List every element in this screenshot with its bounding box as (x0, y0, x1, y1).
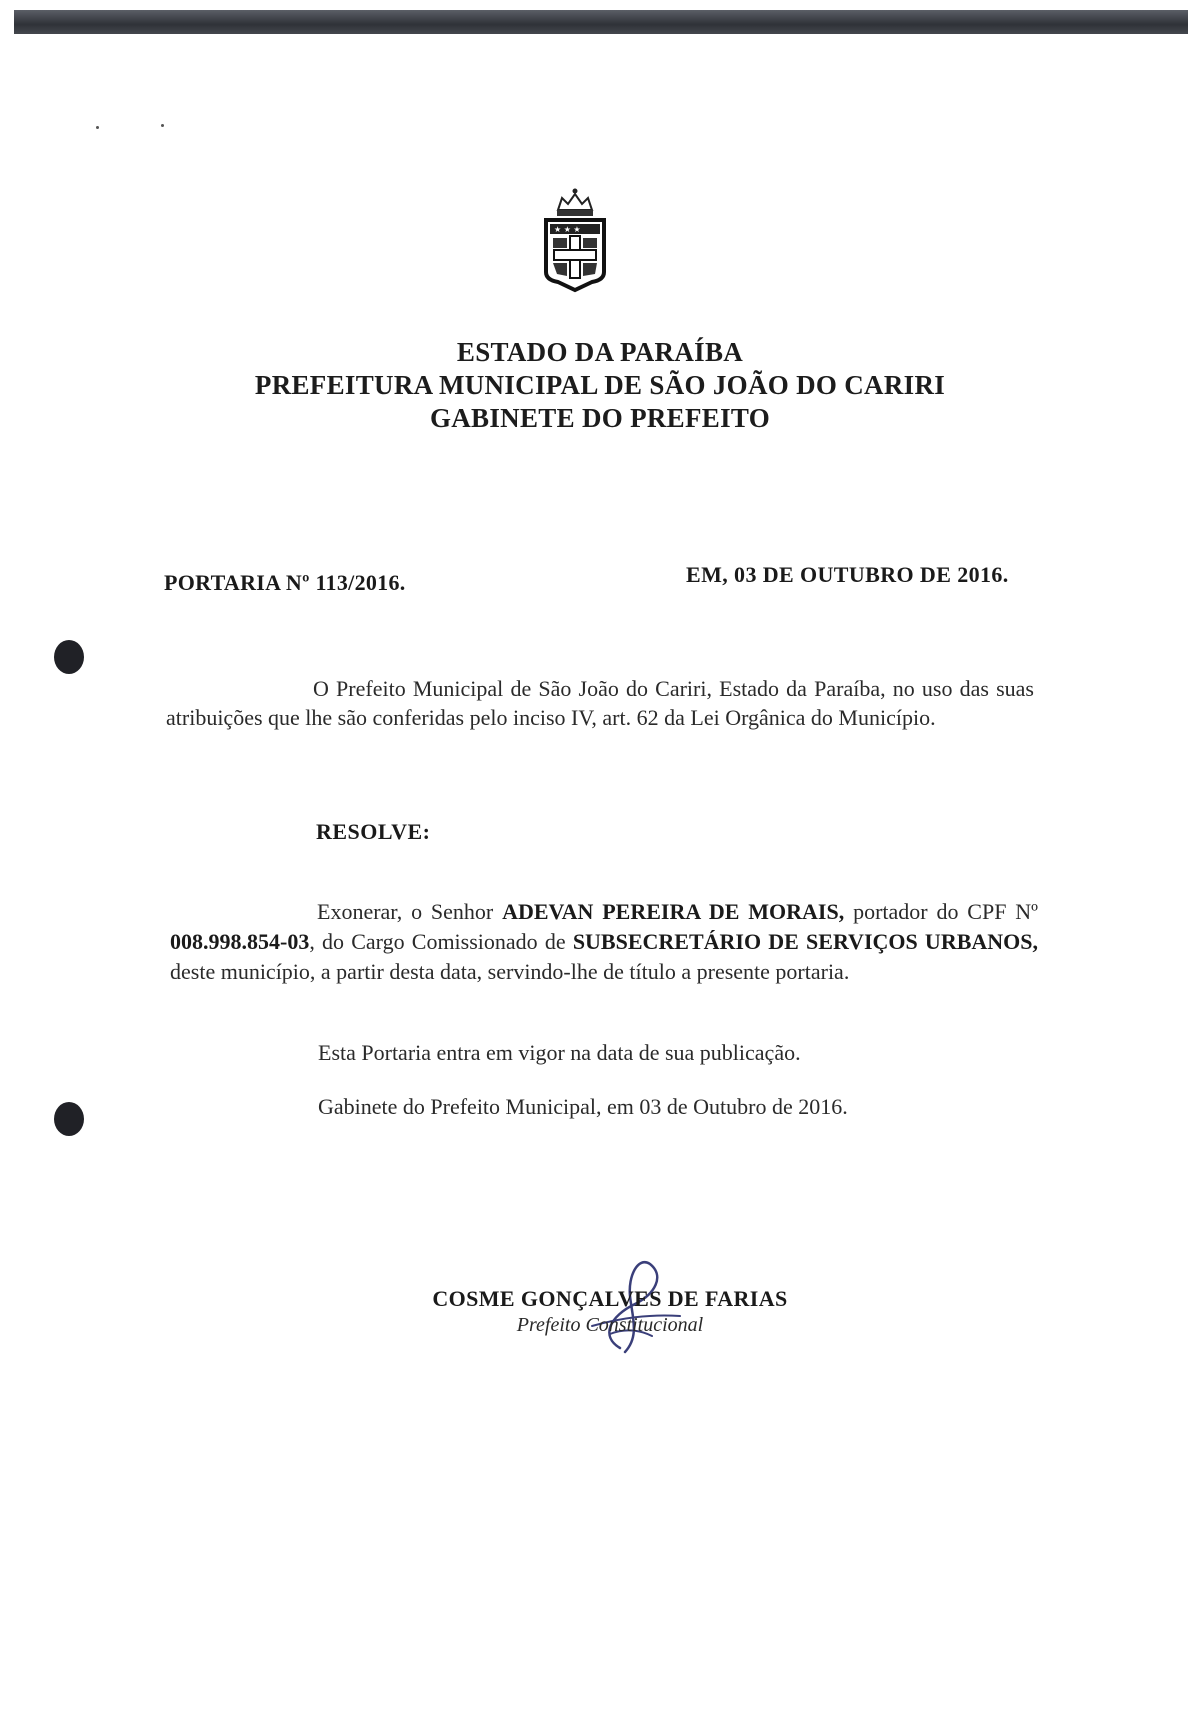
letterhead (200, 336, 1000, 435)
signature-block (400, 1286, 820, 1337)
letterhead-office: GABINETE DO PREFEITO (429, 403, 771, 433)
scan-speck (96, 126, 99, 129)
signer-title: Prefeito Constitucional (516, 1314, 704, 1336)
svg-text:★ ★ ★: ★ ★ ★ (554, 225, 581, 234)
intro-paragraph: O Prefeito Municipal de São João do Cariri, Estado da Paraíba, no uso das suas atribuições que lhe são conferidas pelo inciso IV, art. 62 da Lei Orgânica do Município. (166, 676, 1034, 730)
resolve-heading: RESOLVE: (316, 819, 431, 844)
exoneration-text-4: deste município, a partir desta data, servindo-lhe de título a presente portaria. (170, 959, 850, 984)
letterhead-municipality: PREFEITURA MUNICIPAL DE SÃO JOÃO DO CARIRI (254, 370, 946, 400)
scan-speck (161, 124, 164, 127)
exoneration-paragraph (170, 897, 1038, 987)
scan-edge-bar (14, 10, 1188, 34)
punch-hole (54, 640, 84, 674)
letterhead-state: ESTADO DA PARAÍBA (456, 337, 744, 367)
exoneration-text-3: , do Cargo Comissionado de (309, 929, 573, 954)
exoneration-text-2: portador do CPF Nº (844, 899, 1038, 924)
effective-clause: Esta Portaria entra em vigor na data de sua publicação. (318, 1040, 801, 1065)
portaria-date: EM, 03 DE OUTUBRO DE 2016. (686, 562, 1009, 587)
position-title: SUBSECRETÁRIO DE SERVIÇOS URBANOS, (572, 929, 1039, 954)
punch-hole (54, 1102, 84, 1136)
signer-name: COSME GONÇALVES DE FARIAS (432, 1286, 788, 1311)
employee-cpf: 008.998.854-03 (170, 929, 310, 954)
closing-line: Gabinete do Prefeito Municipal, em 03 de Outubro de 2016. (318, 1094, 848, 1119)
portaria-number: PORTARIA Nº 113/2016. (164, 570, 406, 595)
employee-name: ADEVAN PEREIRA DE MORAIS, (502, 899, 845, 924)
exoneration-text-1: Exonerar, o Senhor (317, 899, 503, 924)
municipal-coat-of-arms-icon (540, 180, 610, 296)
